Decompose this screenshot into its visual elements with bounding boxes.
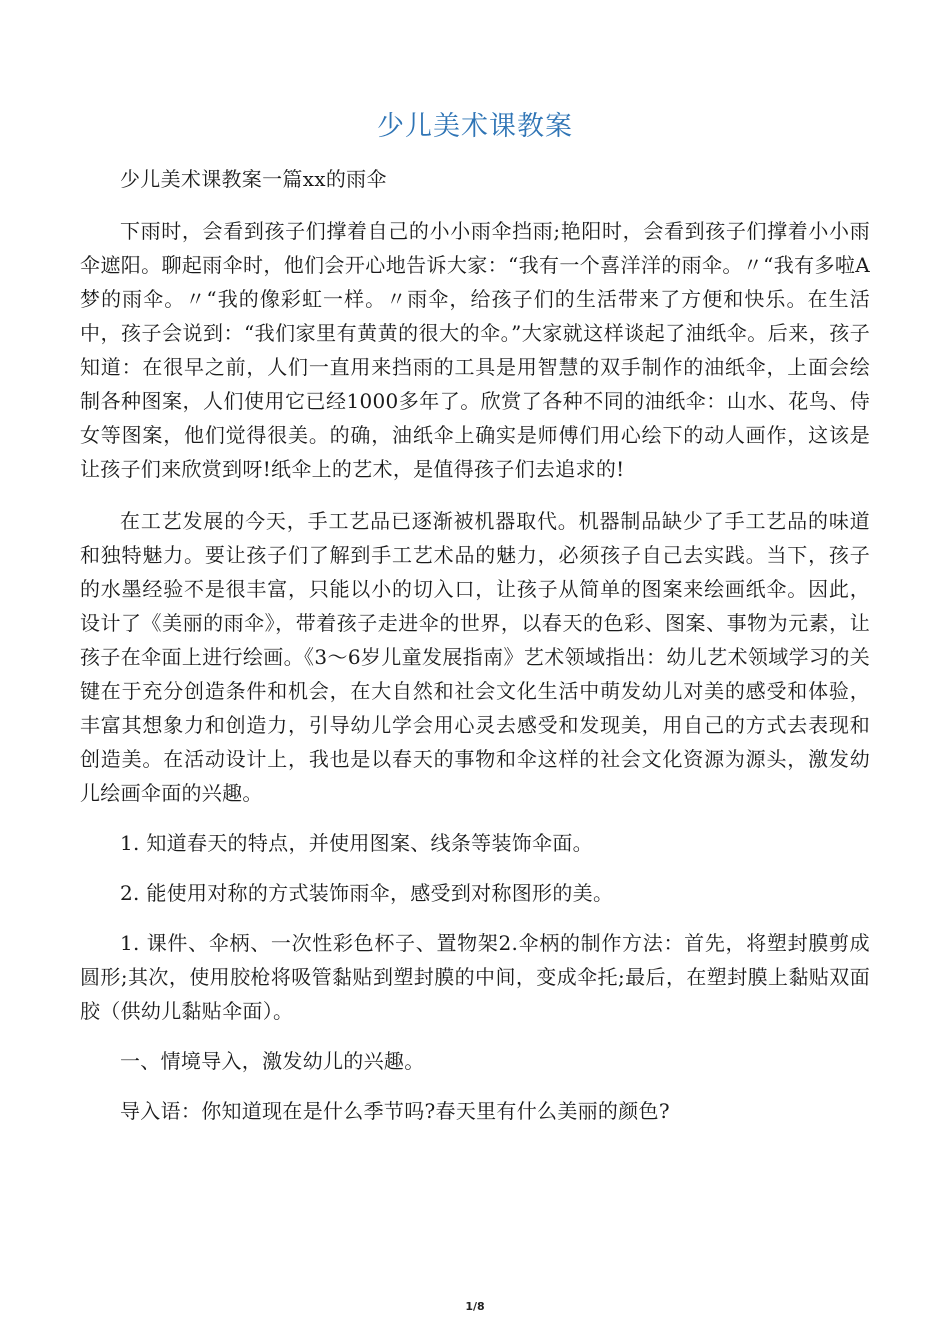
document-subtitle: 少儿美术课教案一篇xx的雨伞	[120, 167, 387, 191]
intro-question: 导入语：你知道现在是什么季节吗?春天里有什么美丽的颜色?	[120, 1099, 670, 1123]
page-number: 1/8	[465, 1300, 485, 1313]
document-body	[80, 162, 870, 1128]
paragraph-intro: 下雨时，会看到孩子们撑着自己的小小雨伞挡雨;艳阳时，会看到孩子们撑着小小雨伞遮阳。聊起雨伞时，他们会开心地告诉大家：“我有一个喜洋洋的雨伞。〃“我有多啦A梦的雨伞。〃“我的像彩虹一样。〃雨伞，给孩子们的生活带来了方便和快乐。在生活中，孩子会说到：“我们家里有黄黄的很大的伞。”大家就这样谈起了油纸伞。后来，孩子知道：在很早之前，人们一直用来挡雨的工具是用智慧的双手制作的油纸伞，上面会绘制各种图案，人们使用它已经1000多年了。欣赏了各种不同的油纸伞：山水、花鸟、侍女等图案，他们觉得很美。的确，油纸伞上确实是师傅们用心绘下的动人画作，这该是让孩子们来欣赏到呀!纸伞上的艺术，是值得孩子们去追求的!	[80, 219, 870, 481]
paragraph-design-rationale: 在工艺发展的今天，手工艺品已逐渐被机器取代。机器制品缺少了手工艺品的味道和独特魅力。要让孩子们了解到手工艺术品的魅力，必须孩子自己去实践。当下，孩子的水墨经验不是很丰富，只能以小的切入口，让孩子从简单的图案来绘画纸伞。因此，设计了《美丽的雨伞》，带着孩子走进伞的世界，以春天的色彩、图案、事物为元素，让孩子在伞面上进行绘画。《3〜6岁儿童发展指南》艺术领域指出：幼儿艺术领域学习的关键在于充分创造条件和机会，在大自然和社会文化生活中萌发幼儿对美的感受和体验，丰富其想象力和创造力，引导幼儿学会用心灵去感受和发现美，用自己的方式去表现和创造美。在活动设计上，我也是以春天的事物和伞这样的社会文化资源为源头，激发幼儿绘画伞面的兴趣。	[80, 509, 870, 805]
objective-item-2: 2. 能使用对称的方式装饰雨伞，感受到对称图形的美。	[120, 881, 614, 905]
document-title: 少儿美术课教案	[377, 111, 573, 142]
process-heading: 一、情境导入，激发幼儿的兴趣。	[120, 1049, 425, 1073]
objective-item-1: 1. 知道春天的特点，并使用图案、线条等装饰伞面。	[120, 831, 593, 855]
preparation-item: 1. 课件、伞柄、一次性彩色杯子、置物架2.伞柄的制作方法：首先，将塑封膜剪成圆形;其次，使用胶枪将吸管黏贴到塑封膜的中间，变成伞托;最后，在塑封膜上黏贴双面胶（供幼儿黏贴伞面）。	[80, 931, 870, 1023]
